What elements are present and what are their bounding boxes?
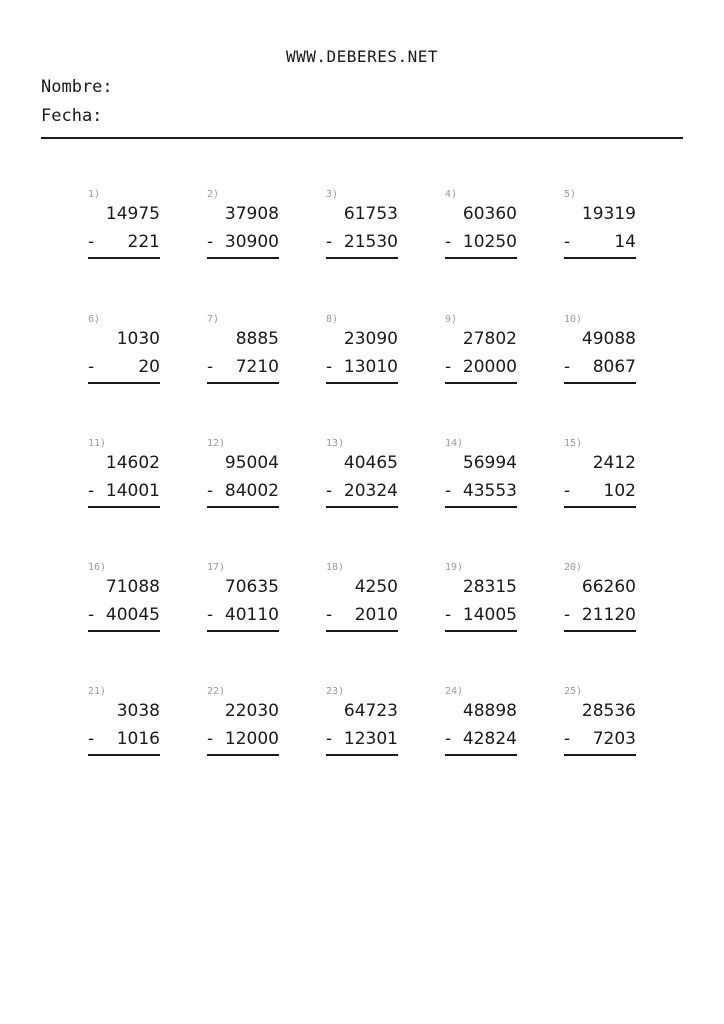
- subtrahend: 43553: [462, 481, 517, 501]
- subtrahend: 21120: [581, 605, 636, 625]
- subtrahend: 40110: [224, 605, 279, 625]
- subtraction-problem: [207, 189, 279, 261]
- minus-sign: -: [445, 729, 452, 749]
- problem-number: 4): [445, 189, 458, 200]
- problem-number: 21): [88, 686, 107, 697]
- subtrahend: 14005: [462, 605, 517, 625]
- answer-line: [445, 506, 517, 508]
- problem-number: 5): [564, 189, 577, 200]
- subtrahend: 20: [138, 357, 160, 377]
- subtraction-problem: [207, 562, 279, 634]
- answer-line: [207, 257, 279, 259]
- minus-sign: -: [207, 481, 214, 501]
- subtrahend: 20324: [343, 481, 398, 501]
- problem-number: 12): [207, 438, 226, 449]
- subtraction-problem: [564, 686, 636, 758]
- problem-number: 23): [326, 686, 345, 697]
- problem-number: 1): [88, 189, 101, 200]
- subtrahend: 12000: [224, 729, 279, 749]
- minuend: 48898: [462, 701, 517, 721]
- subtraction-problem: [88, 686, 160, 758]
- subtrahend: 42824: [462, 729, 517, 749]
- problem-number: 19): [445, 562, 464, 573]
- subtrahend: 1016: [116, 729, 160, 749]
- subtrahend: 12301: [343, 729, 398, 749]
- subtraction-problem: [445, 562, 517, 634]
- minus-sign: -: [88, 357, 95, 377]
- minuend: 37908: [224, 204, 279, 224]
- minus-sign: -: [445, 605, 452, 625]
- subtrahend: 102: [603, 481, 636, 501]
- problem-number: 17): [207, 562, 226, 573]
- minuend: 22030: [224, 701, 279, 721]
- problem-number: 10): [564, 314, 583, 325]
- minuend: 40465: [343, 453, 398, 473]
- subtraction-problem: [207, 314, 279, 386]
- answer-line: [88, 630, 160, 632]
- subtrahend: 13010: [343, 357, 398, 377]
- answer-line: [564, 257, 636, 259]
- minuend: 71088: [105, 577, 160, 597]
- subtraction-problem: [326, 189, 398, 261]
- minus-sign: -: [564, 357, 571, 377]
- minuend: 1030: [116, 329, 160, 349]
- answer-line: [445, 382, 517, 384]
- minus-sign: -: [207, 605, 214, 625]
- minus-sign: -: [207, 729, 214, 749]
- minus-sign: -: [88, 605, 95, 625]
- minuend: 14975: [105, 204, 160, 224]
- minus-sign: -: [445, 232, 452, 252]
- minuend: 60360: [462, 204, 517, 224]
- site-title: WWW.DEBERES.NET: [286, 47, 438, 66]
- subtraction-problem: [564, 189, 636, 261]
- answer-line: [564, 382, 636, 384]
- subtraction-problem: [326, 686, 398, 758]
- minus-sign: -: [88, 232, 95, 252]
- minus-sign: -: [564, 605, 571, 625]
- minus-sign: -: [88, 481, 95, 501]
- minus-sign: -: [564, 481, 571, 501]
- minuend: 4250: [354, 577, 398, 597]
- subtraction-problem: [564, 562, 636, 634]
- subtrahend: 84002: [224, 481, 279, 501]
- problem-number: 6): [88, 314, 101, 325]
- problem-number: 8): [326, 314, 339, 325]
- subtrahend: 221: [127, 232, 160, 252]
- subtraction-problem: [445, 189, 517, 261]
- answer-line: [326, 630, 398, 632]
- subtrahend: 2010: [354, 605, 398, 625]
- date-label: Fecha:: [41, 106, 103, 126]
- minus-sign: -: [326, 357, 333, 377]
- problem-number: 16): [88, 562, 107, 573]
- minus-sign: -: [445, 481, 452, 501]
- minuend: 49088: [581, 329, 636, 349]
- minuend: 95004: [224, 453, 279, 473]
- answer-line: [445, 754, 517, 756]
- subtraction-problem: [326, 438, 398, 510]
- minus-sign: -: [564, 232, 571, 252]
- subtrahend: 20000: [462, 357, 517, 377]
- minus-sign: -: [326, 232, 333, 252]
- subtraction-problem: [564, 438, 636, 510]
- subtraction-problem: [207, 438, 279, 510]
- answer-line: [564, 506, 636, 508]
- subtrahend: 7210: [235, 357, 279, 377]
- subtrahend: 8067: [592, 357, 636, 377]
- minuend: 64723: [343, 701, 398, 721]
- problem-number: 14): [445, 438, 464, 449]
- problem-number: 22): [207, 686, 226, 697]
- problem-number: 3): [326, 189, 339, 200]
- answer-line: [88, 754, 160, 756]
- answer-line: [445, 257, 517, 259]
- subtraction-problem: [326, 562, 398, 634]
- minus-sign: -: [445, 357, 452, 377]
- minus-sign: -: [326, 605, 333, 625]
- answer-line: [326, 382, 398, 384]
- subtrahend: 21530: [343, 232, 398, 252]
- subtrahend: 14001: [105, 481, 160, 501]
- minuend: 66260: [581, 577, 636, 597]
- answer-line: [326, 257, 398, 259]
- minuend: 8885: [235, 329, 279, 349]
- problem-number: 9): [445, 314, 458, 325]
- minuend: 27802: [462, 329, 517, 349]
- minuend: 70635: [224, 577, 279, 597]
- answer-line: [326, 754, 398, 756]
- subtraction-problem: [88, 189, 160, 261]
- subtraction-problem: [88, 438, 160, 510]
- subtraction-problem: [88, 562, 160, 634]
- problem-number: 24): [445, 686, 464, 697]
- problem-number: 2): [207, 189, 220, 200]
- problem-number: 20): [564, 562, 583, 573]
- minus-sign: -: [326, 481, 333, 501]
- problem-number: 15): [564, 438, 583, 449]
- answer-line: [88, 257, 160, 259]
- answer-line: [88, 382, 160, 384]
- answer-line: [207, 506, 279, 508]
- minuend: 19319: [581, 204, 636, 224]
- minuend: 14602: [105, 453, 160, 473]
- minuend: 3038: [116, 701, 160, 721]
- minuend: 23090: [343, 329, 398, 349]
- answer-line: [207, 382, 279, 384]
- subtraction-problem: [445, 438, 517, 510]
- subtraction-problem: [445, 314, 517, 386]
- minus-sign: -: [207, 357, 214, 377]
- subtraction-problem: [445, 686, 517, 758]
- minus-sign: -: [207, 232, 214, 252]
- answer-line: [326, 506, 398, 508]
- subtraction-problem: [564, 314, 636, 386]
- answer-line: [445, 630, 517, 632]
- problem-number: 25): [564, 686, 583, 697]
- answer-line: [88, 506, 160, 508]
- header-divider: [41, 137, 683, 139]
- subtrahend: 30900: [224, 232, 279, 252]
- subtraction-problem: [207, 686, 279, 758]
- minus-sign: -: [564, 729, 571, 749]
- problem-number: 13): [326, 438, 345, 449]
- subtrahend: 10250: [462, 232, 517, 252]
- subtraction-problem: [88, 314, 160, 386]
- answer-line: [207, 754, 279, 756]
- minuend: 28536: [581, 701, 636, 721]
- problem-number: 18): [326, 562, 345, 573]
- minuend: 2412: [592, 453, 636, 473]
- subtrahend: 7203: [592, 729, 636, 749]
- answer-line: [564, 630, 636, 632]
- answer-line: [564, 754, 636, 756]
- minus-sign: -: [88, 729, 95, 749]
- subtrahend: 14: [614, 232, 636, 252]
- problem-number: 7): [207, 314, 220, 325]
- minuend: 61753: [343, 204, 398, 224]
- minuend: 28315: [462, 577, 517, 597]
- problem-number: 11): [88, 438, 107, 449]
- minuend: 56994: [462, 453, 517, 473]
- answer-line: [207, 630, 279, 632]
- subtraction-problem: [326, 314, 398, 386]
- name-label: Nombre:: [41, 77, 113, 97]
- minus-sign: -: [326, 729, 333, 749]
- subtrahend: 40045: [105, 605, 160, 625]
